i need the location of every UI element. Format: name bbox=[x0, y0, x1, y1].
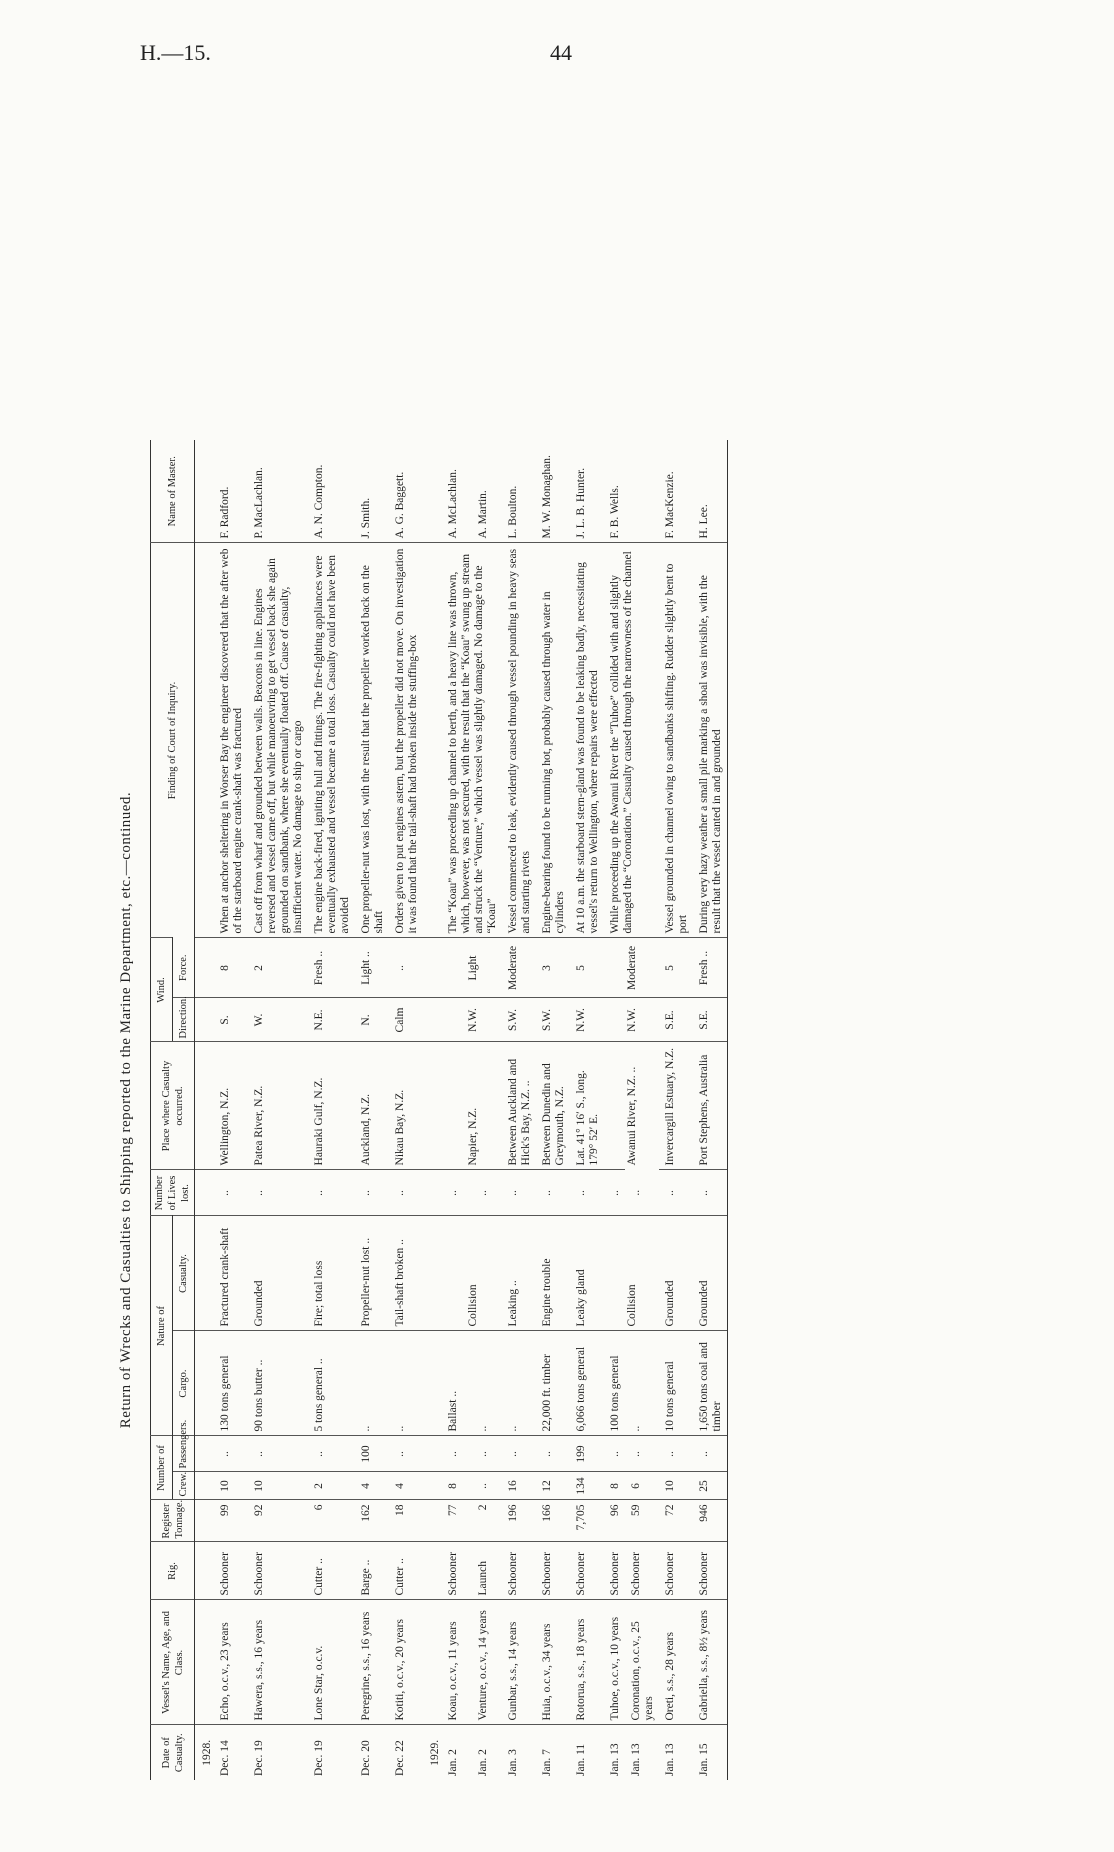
tonnage-cell: 92 bbox=[248, 1500, 308, 1542]
place-cell: Port Stephens, Australia bbox=[693, 1042, 728, 1170]
wind-direction-cell: N.W. bbox=[604, 998, 659, 1042]
finding-cell: While proceeding up the Awanui River the “Tuhoe” collided with and slightly damaged the “Coronation.” Casualty caused through the narrowness of the channel bbox=[604, 543, 659, 938]
master-cell: A. Martin. bbox=[477, 490, 489, 539]
date-cell: Jan. 2 bbox=[472, 1725, 502, 1780]
col-wind: Wind. bbox=[151, 938, 173, 1042]
cargo-cell: .. bbox=[389, 1331, 423, 1436]
casualty-cell: Engine trouble bbox=[536, 1216, 570, 1331]
wind-direction-cell: S.E. bbox=[659, 998, 693, 1042]
place-cell: Wellington, N.Z. bbox=[214, 1042, 248, 1170]
cargo-cell: 1,650 tons coal and timber bbox=[693, 1331, 728, 1436]
tonnage-cell: 946 bbox=[693, 1500, 728, 1542]
rig-cell: Launch bbox=[472, 1542, 502, 1600]
passengers-cell: .. bbox=[502, 1436, 536, 1472]
wind-direction-cell: N.E. bbox=[308, 998, 355, 1042]
rig-cell: Schooner bbox=[625, 1542, 659, 1600]
passengers-cell: .. bbox=[625, 1436, 659, 1472]
rig-cell: Schooner bbox=[502, 1542, 536, 1600]
table-row bbox=[659, 440, 693, 1780]
rig-cell: Barge .. bbox=[355, 1542, 389, 1600]
crew-cell: 10 bbox=[214, 1472, 248, 1500]
wind-force-cell: Moderate bbox=[604, 938, 659, 998]
wind-direction-cell: S.W. bbox=[536, 998, 570, 1042]
place-cell: Napier, N.Z. bbox=[442, 1042, 502, 1170]
vessel-cell: Oreti, s.s., 28 years bbox=[659, 1600, 693, 1725]
master-cell: J. Smith. bbox=[360, 497, 372, 539]
passengers-cell: .. bbox=[536, 1436, 570, 1472]
finding-cell: One propeller-nut was lost, with the result that the propeller worked back on the shaft bbox=[355, 543, 389, 938]
rotated-page-content bbox=[110, 440, 940, 1780]
date-cell: Jan. 13 bbox=[625, 1725, 659, 1780]
table-row bbox=[355, 440, 389, 1780]
lives-cell: .. bbox=[630, 1189, 642, 1196]
table-row bbox=[570, 440, 604, 1780]
wind-force-cell: .. bbox=[389, 938, 423, 998]
rig-cell: Cutter .. bbox=[389, 1542, 423, 1600]
table-body bbox=[195, 440, 728, 1780]
cargo-cell: 130 tons general bbox=[214, 1331, 248, 1436]
year-label: 1928. bbox=[195, 1725, 215, 1780]
master-cell: F. Radford. bbox=[219, 486, 231, 539]
finding-cell: Cast off from wharf and grounded between walls. Beacons in line. Engines reversed and vessel came off, but while manoeuvring to get vessel back she again grounded on sandbank, where she eventually floated off. Cause of casualty, insufficient water. No damage to ship or cargo bbox=[248, 543, 308, 938]
wind-force-cell: 5 bbox=[570, 938, 604, 998]
rig-cell: Schooner bbox=[214, 1542, 248, 1600]
date-cell: Jan. 13 bbox=[604, 1725, 625, 1780]
vessel-cell: Lone Star, o.c.v. bbox=[308, 1600, 355, 1725]
casualty-cell: Fire; total loss bbox=[308, 1216, 355, 1331]
wind-direction-cell: N. bbox=[355, 998, 389, 1042]
col-master: Name of Master. bbox=[151, 440, 195, 543]
col-finding: Finding of Court of Inquiry. bbox=[151, 543, 195, 938]
wind-force-cell: 8 bbox=[214, 938, 248, 998]
date-cell: Jan. 7 bbox=[536, 1725, 570, 1780]
wind-direction-cell: N.W. bbox=[442, 998, 502, 1042]
vessel-cell: Hawera, s.s., 16 years bbox=[248, 1600, 308, 1725]
wind-force-cell: Light bbox=[442, 938, 502, 998]
crew-cell: 4 bbox=[355, 1472, 389, 1500]
wind-force-cell: 2 bbox=[248, 938, 308, 998]
finding-cell: The “Koau” was proceeding up channel to berth, and a heavy line was thrown, which, however, was not secured, with the result that the “Koau” swung up stream and struck the “Venture,” which vessel was slightly damaged. No damage to the “Koau” bbox=[442, 543, 502, 938]
cargo-cell: 100 tons general bbox=[604, 1331, 625, 1436]
crew-cell: 8 bbox=[442, 1472, 472, 1500]
cargo-cell: 10 tons general bbox=[659, 1331, 693, 1436]
vessel-cell: Echo, o.c.v., 23 years bbox=[214, 1600, 248, 1725]
master-cell: H. Lee. bbox=[693, 440, 728, 543]
col-force: Force. bbox=[173, 938, 195, 998]
master-cell: A. N. Compton. bbox=[313, 464, 325, 539]
date-cell: Jan. 15 bbox=[693, 1725, 728, 1780]
finding-cell: The engine back-fired, igniting hull and fittings. The fire-fighting appliances were eventually exhausted and vessel became a total loss. Casualty could not have been avoided bbox=[308, 543, 355, 938]
lives-cell: .. bbox=[536, 1170, 570, 1216]
col-tonnage: Register Tonnage. bbox=[151, 1500, 195, 1542]
table-row bbox=[248, 440, 308, 1780]
col-lives: Number of Lives lost. bbox=[151, 1170, 195, 1216]
lives-cell: .. bbox=[693, 1170, 728, 1216]
tonnage-cell: 2 bbox=[472, 1500, 502, 1542]
wind-direction-cell: S.W. bbox=[502, 998, 536, 1042]
date-cell: Dec. 19 bbox=[308, 1725, 355, 1780]
lives-cell: .. bbox=[472, 1170, 502, 1216]
crew-cell: 2 bbox=[308, 1472, 355, 1500]
crew-cell: 6 bbox=[625, 1472, 659, 1500]
master-cell: L. Boulton. bbox=[507, 485, 519, 539]
date-cell: Dec. 19 bbox=[248, 1725, 308, 1780]
date-cell: Jan. 3 bbox=[502, 1725, 536, 1780]
passengers-cell: .. bbox=[214, 1436, 248, 1472]
lives-cell: .. bbox=[659, 1170, 693, 1216]
vessel-cell: Gabriella, s.s., 8½ years bbox=[693, 1600, 728, 1725]
vessel-cell: Rotorua, s.s., 18 years bbox=[570, 1600, 604, 1725]
rig-cell: Schooner bbox=[659, 1542, 693, 1600]
lives-cell: .. bbox=[389, 1170, 423, 1216]
master-cell: J. L. B. Hunter. bbox=[575, 467, 587, 539]
tonnage-cell: 72 bbox=[659, 1500, 693, 1542]
date-cell: Dec. 22 bbox=[389, 1725, 423, 1780]
lives-cell: .. bbox=[355, 1170, 389, 1216]
passengers-cell: .. bbox=[659, 1436, 693, 1472]
passengers-cell: .. bbox=[442, 1436, 472, 1472]
passengers-cell: .. bbox=[472, 1436, 502, 1472]
table-title: Return of Wrecks and Casualties to Shipping reported to the Marine Department, etc.—continued. bbox=[118, 791, 134, 1429]
finding-cell: When at anchor sheltering in Worser Bay the engineer discovered that the after web of the starboard engine crank-shaft was fractured bbox=[214, 543, 248, 938]
col-passengers: Passengers. bbox=[173, 1436, 195, 1472]
rig-cell: Schooner bbox=[570, 1542, 604, 1600]
rig-cell: Schooner bbox=[604, 1542, 625, 1600]
finding-cell: Vessel grounded in channel owing to sandbanks shifting. Rudder slightly bent to port bbox=[659, 543, 693, 938]
master-cell: F. MacKenzie. bbox=[664, 471, 676, 539]
rig-cell: Schooner bbox=[248, 1542, 308, 1600]
casualties-table bbox=[150, 440, 728, 1780]
passengers-cell: .. bbox=[604, 1436, 625, 1472]
table-row bbox=[214, 440, 248, 1780]
cargo-cell: Ballast .. bbox=[442, 1331, 472, 1436]
place-cell: Between Auckland and Hick's Bay, N.Z. .. bbox=[502, 1042, 536, 1170]
crew-cell: 4 bbox=[389, 1472, 423, 1500]
lives-cell: .. bbox=[442, 1170, 472, 1216]
col-direction: Direction. bbox=[173, 998, 195, 1042]
crew-cell: 16 bbox=[502, 1472, 536, 1500]
year-label: 1929. bbox=[423, 1725, 442, 1780]
crew-cell: 10 bbox=[659, 1472, 693, 1500]
casualty-cell: Grounded bbox=[248, 1216, 308, 1331]
crew-cell: 10 bbox=[248, 1472, 308, 1500]
cargo-cell: .. bbox=[472, 1331, 502, 1436]
vessel-cell: Venture, o.c.v., 14 years bbox=[472, 1600, 502, 1725]
col-number-of: Number of bbox=[151, 1436, 173, 1500]
table-row bbox=[693, 440, 728, 1780]
finding-cell: Engine-bearing found to be running hot, probably caused through water in cylinders bbox=[536, 543, 570, 938]
col-vessel: Vessel's Name, Age, and Class. bbox=[151, 1600, 195, 1725]
date-cell: Jan. 13 bbox=[659, 1725, 693, 1780]
wind-direction-cell: S.E. bbox=[693, 998, 728, 1042]
place-cell: Hauraki Gulf, N.Z. bbox=[308, 1042, 355, 1170]
place-cell: Nikau Bay, N.Z. bbox=[389, 1042, 423, 1170]
master-cell: F. B. Wells. bbox=[609, 485, 621, 539]
table-row bbox=[308, 440, 355, 1780]
vessel-cell: Huia, o.c.v., 34 years bbox=[536, 1600, 570, 1725]
casualty-cell: Collision bbox=[442, 1216, 502, 1331]
cargo-cell: 6,066 tons general bbox=[570, 1331, 604, 1436]
wind-direction-cell: Calm bbox=[389, 998, 423, 1042]
crew-cell: 25 bbox=[693, 1472, 728, 1500]
casualty-cell: Fractured crank-shaft bbox=[214, 1216, 248, 1331]
col-place: Place where Casualty occurred. bbox=[151, 1042, 195, 1170]
lives-cell: .. bbox=[502, 1170, 536, 1216]
casualty-cell: Propeller-nut lost .. bbox=[355, 1216, 389, 1331]
wind-direction-cell: S. bbox=[214, 998, 248, 1042]
place-cell: Awanui River, N.Z. .. bbox=[604, 1042, 659, 1170]
finding-cell: Vessel commenced to leak, evidently caused through vessel pounding in heavy seas and starting rivets bbox=[502, 543, 536, 938]
wind-force-cell: 5 bbox=[659, 938, 693, 998]
crew-cell: 12 bbox=[536, 1472, 570, 1500]
casualty-cell: Grounded bbox=[659, 1216, 693, 1331]
crew-cell: 8 bbox=[604, 1472, 625, 1500]
place-cell: Between Dunedin and Greymouth, N.Z. bbox=[536, 1042, 570, 1170]
casualty-cell: Leaking .. bbox=[502, 1216, 536, 1331]
lives-cell: .. bbox=[214, 1170, 248, 1216]
wind-direction-cell: N.W. bbox=[570, 998, 604, 1042]
place-cell: Patea River, N.Z. bbox=[248, 1042, 308, 1170]
tonnage-cell: 59 bbox=[625, 1500, 659, 1542]
cargo-cell: .. bbox=[355, 1331, 389, 1436]
casualty-cell: Grounded bbox=[693, 1216, 728, 1331]
col-cargo: Cargo. bbox=[173, 1331, 195, 1436]
rig-cell: Schooner bbox=[442, 1542, 472, 1600]
finding-cell: Orders given to put engines astern, but the propeller did not move. On investigation it was found that the tail-shaft had broken inside the stuffing-box bbox=[389, 543, 423, 938]
wind-force-cell: Light .. bbox=[355, 938, 389, 998]
lives-cell: .. bbox=[248, 1170, 308, 1216]
passengers-cell: 100 bbox=[355, 1436, 389, 1472]
cargo-cell: .. bbox=[502, 1331, 536, 1436]
passengers-cell: .. bbox=[248, 1436, 308, 1472]
wind-force-cell: Fresh .. bbox=[693, 938, 728, 998]
col-date: Date of Casualty. bbox=[151, 1725, 195, 1780]
tonnage-cell: 166 bbox=[536, 1500, 570, 1542]
rig-cell: Cutter .. bbox=[308, 1542, 355, 1600]
vessel-cell: Peregrine, s.s., 16 years bbox=[355, 1600, 389, 1725]
col-rig: Rig. bbox=[151, 1542, 195, 1600]
vessel-cell: Gunbar, s.s., 14 years bbox=[502, 1600, 536, 1725]
tonnage-cell: 7,705 bbox=[570, 1500, 604, 1542]
crew-cell: .. bbox=[472, 1472, 502, 1500]
vessel-cell: Coronation, o.c.v., 25 years bbox=[625, 1600, 659, 1725]
cargo-cell: 5 tons general .. bbox=[308, 1331, 355, 1436]
crew-cell: 134 bbox=[570, 1472, 604, 1500]
date-cell: Jan. 11 bbox=[570, 1725, 604, 1780]
lives-cell: .. bbox=[570, 1170, 604, 1216]
tonnage-cell: 77 bbox=[442, 1500, 472, 1542]
tonnage-cell: 6 bbox=[308, 1500, 355, 1542]
casualty-cell: Collision bbox=[604, 1216, 659, 1331]
master-cell: M. W. Monaghan. bbox=[541, 455, 553, 539]
wind-direction-cell: W. bbox=[248, 998, 308, 1042]
table-row bbox=[604, 440, 625, 1780]
cargo-cell: .. bbox=[625, 1331, 659, 1436]
vessel-cell: Tuhoe, o.c.v., 10 years bbox=[604, 1600, 625, 1725]
passengers-cell: .. bbox=[308, 1436, 355, 1472]
casualty-cell: Tail-shaft broken .. bbox=[389, 1216, 423, 1331]
place-cell: Lat. 41° 16′ S., long. 179° 52′ E. bbox=[570, 1042, 604, 1170]
table-row bbox=[536, 440, 570, 1780]
wind-force-cell: Moderate bbox=[502, 938, 536, 998]
table-row bbox=[502, 440, 536, 1780]
master-cell: A. G. Baggett. bbox=[394, 471, 406, 539]
master-cell: A. McLachlan. bbox=[447, 469, 459, 539]
place-cell: Invercargill Estuary, N.Z. bbox=[659, 1042, 693, 1170]
tonnage-cell: 96 bbox=[604, 1500, 625, 1542]
col-crew: Crew. bbox=[173, 1472, 195, 1500]
col-casualty: Casualty. bbox=[173, 1216, 195, 1331]
table-row bbox=[389, 440, 423, 1780]
tonnage-cell: 18 bbox=[389, 1500, 423, 1542]
passengers-cell: .. bbox=[693, 1436, 728, 1472]
finding-cell: During very hazy weather a small pile marking a shoal was invisible, with the result that the vessel canted in and grounded bbox=[693, 543, 728, 938]
vessel-cell: Koau, o.c.v., 11 years bbox=[442, 1600, 472, 1725]
col-nature-of: Nature of bbox=[151, 1216, 173, 1436]
rig-cell: Schooner bbox=[536, 1542, 570, 1600]
passengers-cell: .. bbox=[389, 1436, 423, 1472]
tonnage-cell: 196 bbox=[502, 1500, 536, 1542]
page-reference: H.—15. bbox=[140, 40, 211, 65]
cargo-cell: 22,000 ft. timber bbox=[536, 1331, 570, 1436]
casualty-cell: Leaky gland bbox=[570, 1216, 604, 1331]
finding-cell: At 10 a.m. the starboard stern-gland was found to be leaking badly, necessitating vessel's return to Wellington, where repairs were effected bbox=[570, 543, 604, 938]
cargo-cell: 90 tons butter .. bbox=[248, 1331, 308, 1436]
lives-cell: .. bbox=[604, 1170, 625, 1216]
table-row bbox=[442, 440, 472, 1780]
lives-cell: .. bbox=[308, 1170, 355, 1216]
passengers-cell: 199 bbox=[570, 1436, 604, 1472]
wind-force-cell: Fresh .. bbox=[308, 938, 355, 998]
vessel-cell: Kotiti, o.c.v., 20 years bbox=[389, 1600, 423, 1725]
tonnage-cell: 162 bbox=[355, 1500, 389, 1542]
page-number: 44 bbox=[550, 40, 572, 65]
rig-cell: Schooner bbox=[693, 1542, 728, 1600]
tonnage-cell: 99 bbox=[214, 1500, 248, 1542]
date-cell: Dec. 20 bbox=[355, 1725, 389, 1780]
wind-force-cell: 3 bbox=[536, 938, 570, 998]
date-cell: Jan. 2 bbox=[442, 1725, 472, 1780]
date-cell: Dec. 14 bbox=[214, 1725, 248, 1780]
place-cell: Auckland, N.Z. bbox=[355, 1042, 389, 1170]
master-cell: P. MacLachlan. bbox=[253, 467, 265, 539]
